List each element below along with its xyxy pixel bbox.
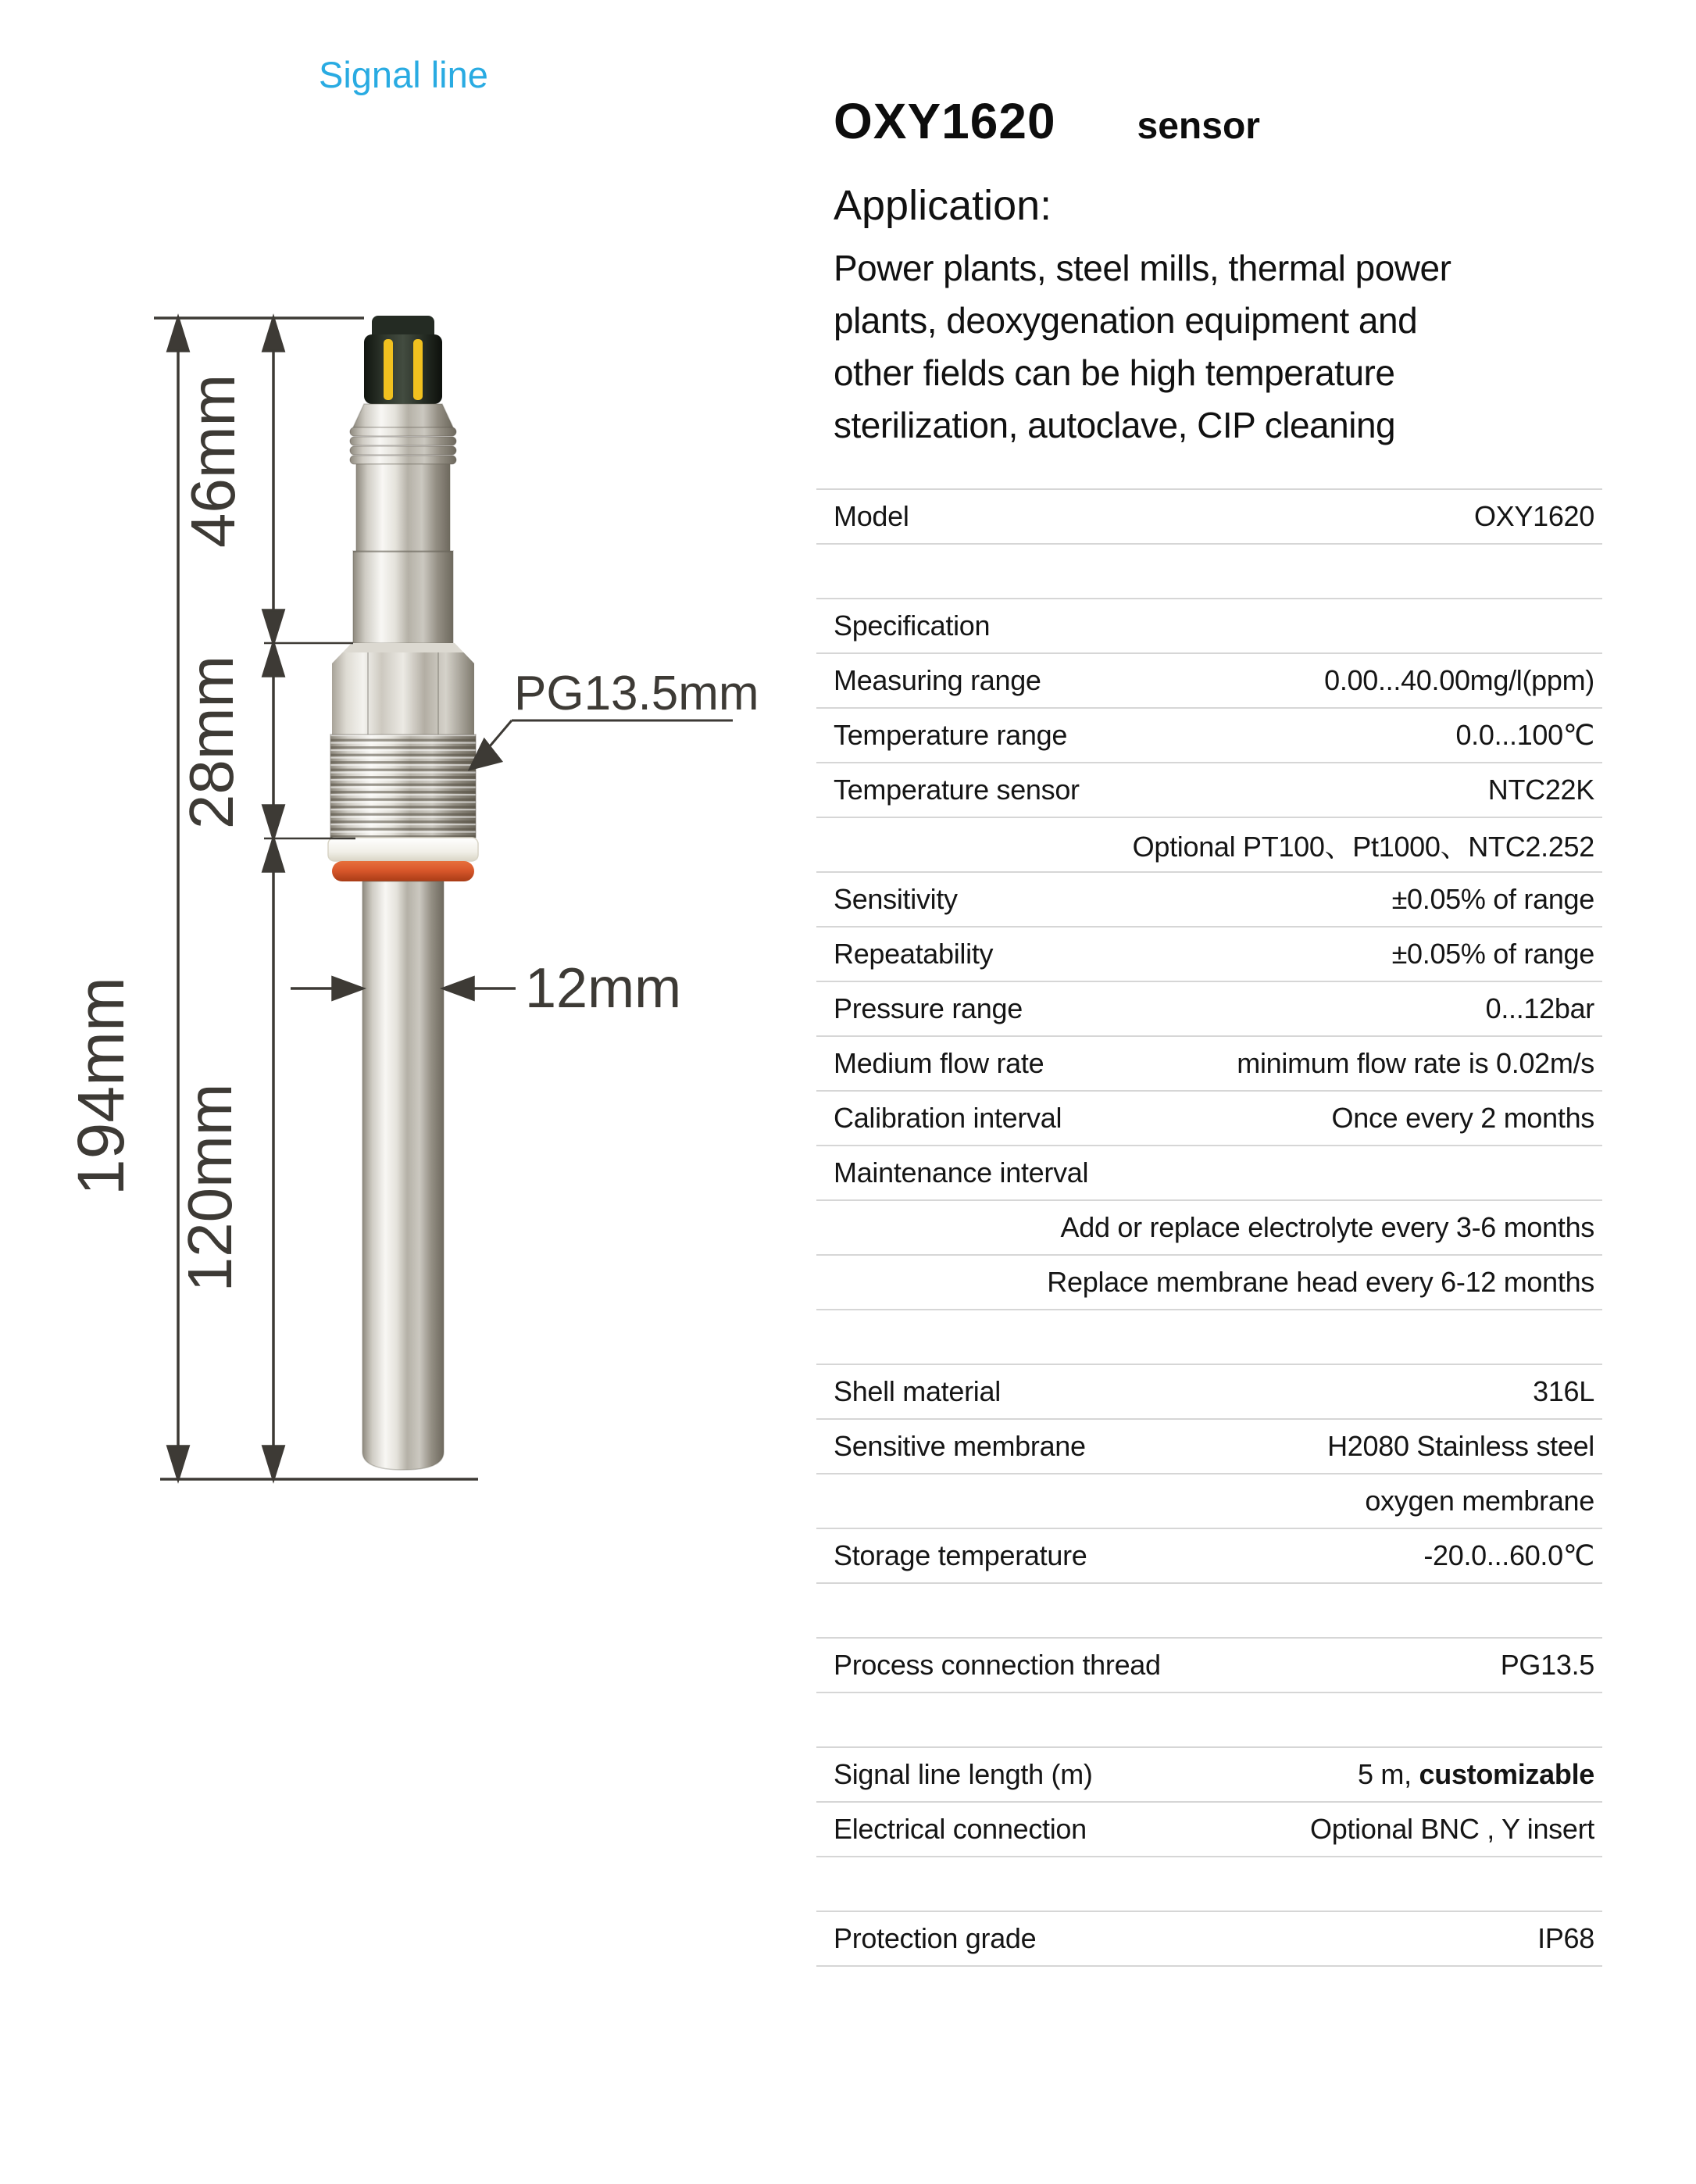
spec-row-value	[993, 938, 1594, 970]
spec-row-label: Protection grade	[834, 1922, 1037, 1954]
spec-row-value-text: 0...12bar	[1485, 992, 1594, 1024]
spec-row-value	[834, 825, 1594, 865]
page-title: OXY1620	[834, 93, 1056, 149]
spec-row-value-text: ±0.05% of range	[1391, 938, 1594, 970]
spec-row-label: Model	[834, 500, 909, 532]
spec-table	[816, 488, 1602, 1967]
spec-row-value-text: Optional BNC , Y insert	[1310, 1813, 1594, 1845]
spec-row-value-text: Once every 2 months	[1331, 1102, 1594, 1134]
spec-row-value	[1036, 1922, 1594, 1955]
spec-row	[816, 599, 1602, 654]
page-subtitle: sensor	[1137, 105, 1260, 147]
spec-row-value-text: -20.0...60.0℃	[1423, 1539, 1594, 1571]
spec-row-value	[834, 1266, 1594, 1299]
spec-row	[816, 1365, 1602, 1420]
spec-row-value	[1062, 1102, 1594, 1135]
dim-pg-label: PG13.5mm	[514, 667, 759, 720]
o-ring	[332, 861, 474, 881]
spec-row-value	[1001, 1375, 1594, 1408]
spec-row-value	[958, 883, 1594, 916]
spec-row-value	[1041, 664, 1594, 697]
spec-row-value	[1080, 774, 1594, 806]
spec-row	[816, 818, 1602, 873]
spec-row-label: Repeatability	[834, 938, 994, 970]
spec-row-label: Maintenance interval	[834, 1156, 1089, 1189]
application-line: Power plants, steel mills, thermal power	[834, 248, 1451, 288]
spec-row-value-text: 316L	[1533, 1375, 1594, 1407]
spec-row	[816, 763, 1602, 818]
sensor-diagram	[0, 0, 828, 1563]
dim-194-label: 194mm	[64, 976, 137, 1196]
white-seal-ring	[328, 838, 478, 861]
spec-row-value-text: OXY1620	[1473, 500, 1594, 532]
spec-gap-row	[816, 545, 1602, 599]
spec-row	[816, 654, 1602, 709]
spec-row-label: Electrical connection	[834, 1813, 1087, 1845]
spec-row-label: Temperature sensor	[834, 774, 1080, 806]
spec-row	[816, 1420, 1602, 1474]
spec-row-label: Sensitive membrane	[834, 1430, 1086, 1462]
spec-row-label: Specification	[834, 609, 991, 642]
spec-row-value	[1023, 992, 1594, 1025]
sensor-shaft	[362, 881, 444, 1470]
spec-row-value	[834, 1211, 1594, 1244]
spec-row-value	[1086, 1430, 1594, 1463]
spec-row	[816, 873, 1602, 928]
spec-row	[816, 1639, 1602, 1693]
spec-gap-row	[816, 1310, 1602, 1365]
spec-row	[816, 1146, 1602, 1201]
application-section	[834, 181, 1696, 452]
signal-line-label: Signal line	[319, 54, 488, 95]
spec-row	[816, 490, 1602, 545]
sensor-illustration	[328, 316, 478, 1470]
spec-row-value-text: 5 m,	[1358, 1758, 1412, 1790]
spec-row	[816, 1037, 1602, 1092]
dim-28-label: 28mm	[177, 655, 246, 830]
spec-row-value-text: ±0.05% of range	[1391, 883, 1594, 915]
spec-row-value-text: Add or replace electrolyte every 3-6 months	[1060, 1211, 1594, 1243]
spec-row	[816, 709, 1602, 763]
spec-row-label: Process connection thread	[834, 1649, 1161, 1681]
spec-row-value-text: IP68	[1537, 1922, 1594, 1954]
spec-row	[816, 1256, 1602, 1310]
spec-row-value-bold-text: customizable	[1419, 1758, 1594, 1790]
connector-cap-body	[364, 334, 442, 404]
neck-ribs	[350, 427, 456, 464]
spec-row	[816, 928, 1602, 982]
spec-gap-row	[816, 1584, 1602, 1639]
thread-section	[330, 735, 476, 838]
spec-row	[816, 1474, 1602, 1529]
spec-row-value	[1161, 1649, 1594, 1682]
spec-row-label: Pressure range	[834, 992, 1023, 1024]
hex-nut	[332, 643, 474, 735]
application-heading: Application:	[834, 182, 1052, 229]
spec-row-label: Shell material	[834, 1375, 1001, 1407]
spec-gap-row	[816, 1857, 1602, 1912]
dim-46-label: 46mm	[178, 374, 248, 549]
spec-row-label: Sensitivity	[834, 883, 958, 915]
spec-row-value-text: Optional PT100、Pt1000、NTC2.252	[1132, 830, 1594, 863]
spec-row-value	[1093, 1758, 1594, 1791]
application-line: plants, deoxygenation equipment and	[834, 300, 1418, 341]
neck-flare	[353, 404, 453, 427]
spec-row-value-text: PG13.5	[1500, 1649, 1594, 1681]
spec-row-value-text: H2080 Stainless steel	[1327, 1430, 1594, 1462]
spec-row-value	[1044, 1047, 1594, 1080]
spec-row-value-text: minimum flow rate is 0.02m/s	[1237, 1047, 1594, 1079]
dim-segment-line	[263, 318, 355, 1479]
spec-row	[816, 982, 1602, 1037]
spec-row	[816, 1529, 1602, 1584]
dim-12-label: 12mm	[525, 957, 682, 1020]
spec-row-value-text: NTC22K	[1487, 774, 1594, 806]
spec-row-value-text: oxygen membrane	[1365, 1485, 1594, 1517]
spec-row-label: Temperature range	[834, 719, 1068, 751]
spec-row-label: Measuring range	[834, 664, 1041, 696]
spec-row-label: Signal line length (m)	[834, 1758, 1093, 1790]
spec-row-value	[834, 1485, 1594, 1517]
spec-row-label: Medium flow rate	[834, 1047, 1044, 1079]
spec-row	[816, 1803, 1602, 1857]
application-line: other fields can be high temperature	[834, 352, 1395, 393]
spec-row-value-text: Replace membrane head every 6-12 months	[1047, 1266, 1594, 1298]
spec-row-value	[909, 500, 1594, 533]
spec-row-value-text: 0.00...40.00mg/l(ppm)	[1324, 664, 1594, 696]
spec-row	[816, 1201, 1602, 1256]
spec-row	[816, 1912, 1602, 1967]
application-line: sterilization, autoclave, CIP cleaning	[834, 405, 1396, 445]
spec-row	[816, 1092, 1602, 1146]
spec-row-value	[1087, 1539, 1595, 1572]
lower-body	[353, 551, 453, 643]
spec-row-label: Storage temperature	[834, 1539, 1087, 1571]
spec-row-label: Calibration interval	[834, 1102, 1062, 1134]
spec-row	[816, 1748, 1602, 1803]
spec-row-value-text: 0.0...100℃	[1455, 719, 1594, 751]
spec-row-value	[1067, 719, 1594, 752]
upper-body	[356, 464, 450, 552]
title-block	[834, 92, 1260, 150]
dim-120-label: 120mm	[175, 1083, 245, 1292]
pg-thread-leader	[470, 720, 733, 769]
spec-row-value	[1087, 1813, 1594, 1846]
spec-gap-row	[816, 1693, 1602, 1748]
